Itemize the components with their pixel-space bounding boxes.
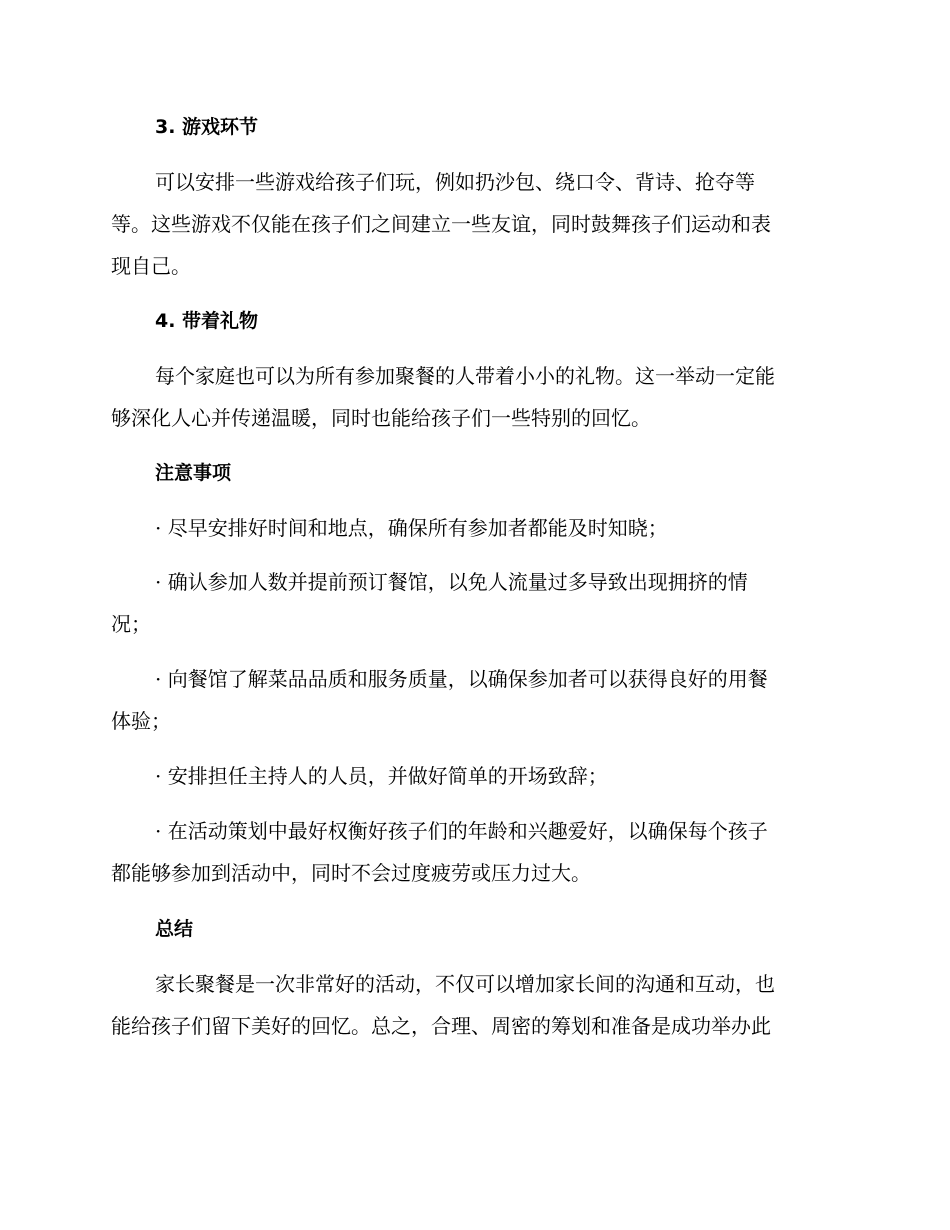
paragraph-line: 现自己。 (111, 254, 191, 278)
note-line: 况； (111, 612, 151, 636)
note-line: · 向餐馆了解菜品品质和服务质量，以确保参加者可以获得良好的用餐 (155, 667, 768, 691)
section-heading-notes: 注意事项 (155, 462, 232, 484)
note-item (111, 507, 831, 549)
note-line: 都能够参加到活动中，同时不会过度疲劳或压力过大。 (111, 861, 591, 885)
paragraph-line: 能给孩子们留下美好的回忆。总之，合理、周密的筹划和准备是成功举办此 (111, 1014, 771, 1038)
note-item (111, 755, 831, 797)
paragraph-line: 家长聚餐是一次非常好的活动，不仅可以增加家长间的沟通和互动，也 (155, 972, 775, 996)
note-item (111, 658, 831, 742)
section-heading-gifts: 4. 带着礼物 (155, 310, 259, 332)
paragraph-line: 等。这些游戏不仅能在孩子们之间建立一些友谊，同时鼓舞孩子们运动和表 (111, 212, 771, 236)
section-heading-games: 3. 游戏环节 (155, 116, 259, 138)
paragraph-line: 够深化人心并传递温暖，同时也能给孩子们一些特别的回忆。 (111, 406, 651, 430)
note-line: · 在活动策划中最好权衡好孩子们的年龄和兴趣爱好，以确保每个孩子 (155, 819, 768, 843)
paragraph-line: 每个家庭也可以为所有参加聚餐的人带着小小的礼物。这一举动一定能 (155, 364, 775, 388)
paragraph-summary (111, 963, 831, 1047)
paragraph-gifts (111, 355, 831, 439)
note-line: · 尽早安排好时间和地点，确保所有参加者都能及时知晓； (155, 516, 668, 540)
section-heading-summary: 总结 (155, 918, 194, 940)
note-line: · 安排担任主持人的人员，并做好简单的开场致辞； (155, 764, 608, 788)
paragraph-line: 可以安排一些游戏给孩子们玩，例如扔沙包、绕口令、背诗、抢夺等 (155, 170, 755, 194)
note-item (111, 810, 831, 894)
note-line: · 确认参加人数并提前预订餐馆，以免人流量过多导致出现拥挤的情 (155, 570, 748, 594)
note-line: 体验； (111, 709, 171, 733)
paragraph-games (111, 161, 831, 287)
note-item (111, 561, 831, 645)
